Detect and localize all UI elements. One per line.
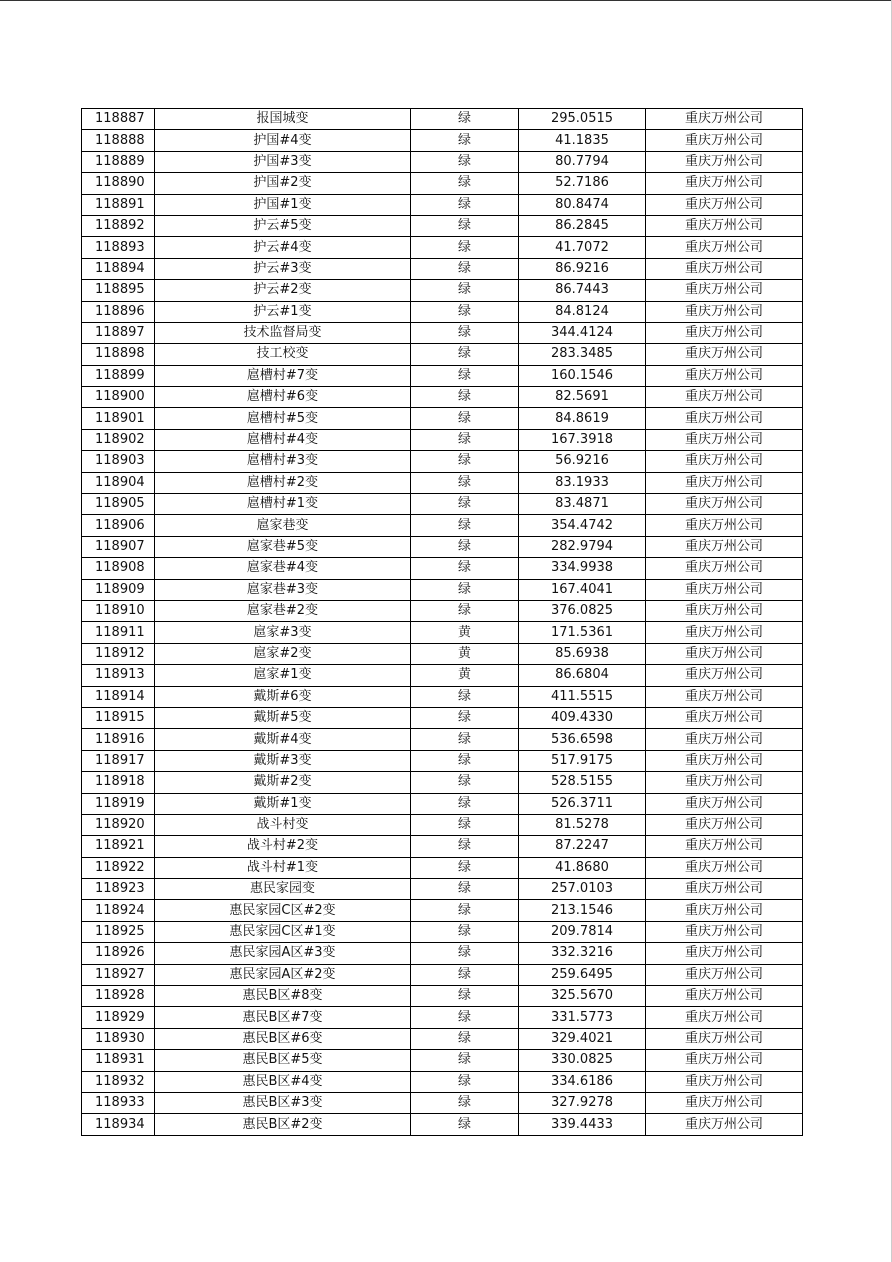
id-cell: 118921 xyxy=(82,836,155,857)
table-row xyxy=(82,408,803,429)
status-cell: 绿 xyxy=(411,322,519,343)
status-cell: 绿 xyxy=(411,429,519,450)
company-cell: 重庆万州公司 xyxy=(646,1114,803,1135)
status-cell: 绿 xyxy=(411,472,519,493)
value-cell: 41.7072 xyxy=(519,237,646,258)
table-row xyxy=(82,579,803,600)
substation-name-cell: 扈槽村#6变 xyxy=(155,387,411,408)
table-row xyxy=(82,772,803,793)
value-cell: 83.4871 xyxy=(519,494,646,515)
company-cell: 重庆万州公司 xyxy=(646,215,803,236)
value-cell: 86.7443 xyxy=(519,280,646,301)
table-row xyxy=(82,1007,803,1028)
company-cell: 重庆万州公司 xyxy=(646,921,803,942)
substation-name-cell: 惠民家园变 xyxy=(155,879,411,900)
substation-name-cell: 技工校变 xyxy=(155,344,411,365)
company-cell: 重庆万州公司 xyxy=(646,344,803,365)
table-row xyxy=(82,665,803,686)
value-cell: 283.3485 xyxy=(519,344,646,365)
id-cell: 118915 xyxy=(82,707,155,728)
id-cell: 118889 xyxy=(82,151,155,172)
id-cell: 118933 xyxy=(82,1092,155,1113)
status-cell: 绿 xyxy=(411,1092,519,1113)
id-cell: 118922 xyxy=(82,857,155,878)
id-cell: 118929 xyxy=(82,1007,155,1028)
value-cell: 344.4124 xyxy=(519,322,646,343)
id-cell: 118926 xyxy=(82,943,155,964)
company-cell: 重庆万州公司 xyxy=(646,194,803,215)
substation-name-cell: 护国#3变 xyxy=(155,151,411,172)
value-cell: 282.9794 xyxy=(519,536,646,557)
table-row xyxy=(82,836,803,857)
table-row xyxy=(82,814,803,835)
company-cell: 重庆万州公司 xyxy=(646,814,803,835)
id-cell: 118887 xyxy=(82,109,155,130)
value-cell: 82.5691 xyxy=(519,387,646,408)
company-cell: 重庆万州公司 xyxy=(646,322,803,343)
id-cell: 118906 xyxy=(82,515,155,536)
status-cell: 绿 xyxy=(411,237,519,258)
status-cell: 绿 xyxy=(411,215,519,236)
id-cell: 118930 xyxy=(82,1028,155,1049)
table-row xyxy=(82,857,803,878)
company-cell: 重庆万州公司 xyxy=(646,494,803,515)
table-row xyxy=(82,1050,803,1071)
company-cell: 重庆万州公司 xyxy=(646,900,803,921)
table-row xyxy=(82,344,803,365)
id-cell: 118931 xyxy=(82,1050,155,1071)
substation-name-cell: 惠民B区#7变 xyxy=(155,1007,411,1028)
company-cell: 重庆万州公司 xyxy=(646,429,803,450)
status-cell: 绿 xyxy=(411,344,519,365)
value-cell: 526.3711 xyxy=(519,793,646,814)
value-cell: 209.7814 xyxy=(519,921,646,942)
id-cell: 118899 xyxy=(82,365,155,386)
status-cell: 绿 xyxy=(411,173,519,194)
status-cell: 绿 xyxy=(411,964,519,985)
value-cell: 86.9216 xyxy=(519,258,646,279)
id-cell: 118925 xyxy=(82,921,155,942)
id-cell: 118934 xyxy=(82,1114,155,1135)
table-row xyxy=(82,494,803,515)
status-cell: 绿 xyxy=(411,857,519,878)
table-row xyxy=(82,1114,803,1135)
status-cell: 绿 xyxy=(411,921,519,942)
company-cell: 重庆万州公司 xyxy=(646,643,803,664)
status-cell: 绿 xyxy=(411,387,519,408)
status-cell: 绿 xyxy=(411,558,519,579)
value-cell: 536.6598 xyxy=(519,729,646,750)
table-row xyxy=(82,387,803,408)
id-cell: 118924 xyxy=(82,900,155,921)
table-row xyxy=(82,793,803,814)
status-cell: 绿 xyxy=(411,836,519,857)
substation-name-cell: 扈家#3变 xyxy=(155,622,411,643)
id-cell: 118909 xyxy=(82,579,155,600)
substation-name-cell: 惠民B区#5变 xyxy=(155,1050,411,1071)
company-cell: 重庆万州公司 xyxy=(646,622,803,643)
substation-name-cell: 扈家#1变 xyxy=(155,665,411,686)
substation-name-cell: 惠民家园C区#1变 xyxy=(155,921,411,942)
table-row xyxy=(82,921,803,942)
table-row xyxy=(82,536,803,557)
table-row xyxy=(82,365,803,386)
company-cell: 重庆万州公司 xyxy=(646,365,803,386)
status-cell: 绿 xyxy=(411,600,519,621)
company-cell: 重庆万州公司 xyxy=(646,301,803,322)
substation-name-cell: 惠民家园A区#2变 xyxy=(155,964,411,985)
value-cell: 41.8680 xyxy=(519,857,646,878)
substation-name-cell: 报国城变 xyxy=(155,109,411,130)
value-cell: 87.2247 xyxy=(519,836,646,857)
company-cell: 重庆万州公司 xyxy=(646,707,803,728)
id-cell: 118919 xyxy=(82,793,155,814)
value-cell: 56.9216 xyxy=(519,451,646,472)
company-cell: 重庆万州公司 xyxy=(646,857,803,878)
status-cell: 绿 xyxy=(411,258,519,279)
company-cell: 重庆万州公司 xyxy=(646,772,803,793)
company-cell: 重庆万州公司 xyxy=(646,536,803,557)
company-cell: 重庆万州公司 xyxy=(646,879,803,900)
substation-name-cell: 扈槽村#1变 xyxy=(155,494,411,515)
substation-name-cell: 战斗村#2变 xyxy=(155,836,411,857)
table-row xyxy=(82,130,803,151)
table-row xyxy=(82,258,803,279)
substation-name-cell: 扈槽村#4变 xyxy=(155,429,411,450)
value-cell: 354.4742 xyxy=(519,515,646,536)
status-cell: 绿 xyxy=(411,1028,519,1049)
substation-name-cell: 戴斯#4变 xyxy=(155,729,411,750)
value-cell: 171.5361 xyxy=(519,622,646,643)
table-row xyxy=(82,322,803,343)
id-cell: 118902 xyxy=(82,429,155,450)
company-cell: 重庆万州公司 xyxy=(646,964,803,985)
substation-name-cell: 扈家巷#3变 xyxy=(155,579,411,600)
table-row xyxy=(82,686,803,707)
id-cell: 118928 xyxy=(82,986,155,1007)
substation-name-cell: 护国#2变 xyxy=(155,173,411,194)
substation-name-cell: 战斗村#1变 xyxy=(155,857,411,878)
status-cell: 绿 xyxy=(411,301,519,322)
substation-name-cell: 扈家#2变 xyxy=(155,643,411,664)
status-cell: 黄 xyxy=(411,643,519,664)
value-cell: 295.0515 xyxy=(519,109,646,130)
status-cell: 绿 xyxy=(411,793,519,814)
status-cell: 绿 xyxy=(411,1114,519,1135)
id-cell: 118901 xyxy=(82,408,155,429)
table-row xyxy=(82,429,803,450)
status-cell: 绿 xyxy=(411,536,519,557)
table-row xyxy=(82,451,803,472)
table-row xyxy=(82,215,803,236)
status-cell: 绿 xyxy=(411,1071,519,1092)
table-row xyxy=(82,515,803,536)
value-cell: 528.5155 xyxy=(519,772,646,793)
id-cell: 118888 xyxy=(82,130,155,151)
status-cell: 绿 xyxy=(411,729,519,750)
id-cell: 118895 xyxy=(82,280,155,301)
value-cell: 332.3216 xyxy=(519,943,646,964)
id-cell: 118894 xyxy=(82,258,155,279)
company-cell: 重庆万州公司 xyxy=(646,173,803,194)
status-cell: 绿 xyxy=(411,494,519,515)
status-cell: 绿 xyxy=(411,579,519,600)
substation-table xyxy=(81,108,803,1136)
company-cell: 重庆万州公司 xyxy=(646,237,803,258)
table-row xyxy=(82,943,803,964)
table-row xyxy=(82,964,803,985)
company-cell: 重庆万州公司 xyxy=(646,109,803,130)
id-cell: 118927 xyxy=(82,964,155,985)
table-row xyxy=(82,237,803,258)
value-cell: 339.4433 xyxy=(519,1114,646,1135)
substation-name-cell: 惠民B区#4变 xyxy=(155,1071,411,1092)
id-cell: 118890 xyxy=(82,173,155,194)
company-cell: 重庆万州公司 xyxy=(646,408,803,429)
substation-name-cell: 扈家巷#2变 xyxy=(155,600,411,621)
status-cell: 绿 xyxy=(411,750,519,771)
company-cell: 重庆万州公司 xyxy=(646,472,803,493)
status-cell: 绿 xyxy=(411,109,519,130)
substation-name-cell: 戴斯#6变 xyxy=(155,686,411,707)
value-cell: 41.1835 xyxy=(519,130,646,151)
id-cell: 118916 xyxy=(82,729,155,750)
company-cell: 重庆万州公司 xyxy=(646,387,803,408)
status-cell: 绿 xyxy=(411,879,519,900)
table-row xyxy=(82,707,803,728)
substation-name-cell: 惠民家园C区#2变 xyxy=(155,900,411,921)
status-cell: 绿 xyxy=(411,686,519,707)
table-row xyxy=(82,986,803,1007)
company-cell: 重庆万州公司 xyxy=(646,515,803,536)
substation-name-cell: 扈家巷变 xyxy=(155,515,411,536)
table-row xyxy=(82,900,803,921)
company-cell: 重庆万州公司 xyxy=(646,836,803,857)
status-cell: 黄 xyxy=(411,665,519,686)
company-cell: 重庆万州公司 xyxy=(646,1071,803,1092)
substation-name-cell: 惠民B区#3变 xyxy=(155,1092,411,1113)
company-cell: 重庆万州公司 xyxy=(646,280,803,301)
company-cell: 重庆万州公司 xyxy=(646,1028,803,1049)
substation-name-cell: 护云#1变 xyxy=(155,301,411,322)
substation-name-cell: 惠民家园A区#3变 xyxy=(155,943,411,964)
status-cell: 绿 xyxy=(411,943,519,964)
id-cell: 118908 xyxy=(82,558,155,579)
substation-name-cell: 扈家巷#4变 xyxy=(155,558,411,579)
table-row xyxy=(82,750,803,771)
table-row xyxy=(82,173,803,194)
status-cell: 绿 xyxy=(411,408,519,429)
company-cell: 重庆万州公司 xyxy=(646,258,803,279)
table-body xyxy=(82,109,803,1136)
value-cell: 331.5773 xyxy=(519,1007,646,1028)
substation-name-cell: 扈槽村#5变 xyxy=(155,408,411,429)
substation-name-cell: 扈槽村#7变 xyxy=(155,365,411,386)
value-cell: 167.3918 xyxy=(519,429,646,450)
table-row xyxy=(82,109,803,130)
company-cell: 重庆万州公司 xyxy=(646,1007,803,1028)
id-cell: 118907 xyxy=(82,536,155,557)
table-row xyxy=(82,643,803,664)
status-cell: 绿 xyxy=(411,280,519,301)
substation-name-cell: 扈家巷#5变 xyxy=(155,536,411,557)
company-cell: 重庆万州公司 xyxy=(646,750,803,771)
table-row xyxy=(82,622,803,643)
substation-name-cell: 战斗村变 xyxy=(155,814,411,835)
company-cell: 重庆万州公司 xyxy=(646,558,803,579)
substation-name-cell: 护云#2变 xyxy=(155,280,411,301)
value-cell: 84.8619 xyxy=(519,408,646,429)
status-cell: 绿 xyxy=(411,451,519,472)
status-cell: 绿 xyxy=(411,707,519,728)
value-cell: 327.9278 xyxy=(519,1092,646,1113)
table-row xyxy=(82,194,803,215)
table-row xyxy=(82,600,803,621)
value-cell: 325.5670 xyxy=(519,986,646,1007)
value-cell: 329.4021 xyxy=(519,1028,646,1049)
table-row xyxy=(82,301,803,322)
company-cell: 重庆万州公司 xyxy=(646,451,803,472)
id-cell: 118917 xyxy=(82,750,155,771)
id-cell: 118910 xyxy=(82,600,155,621)
company-cell: 重庆万州公司 xyxy=(646,1092,803,1113)
value-cell: 84.8124 xyxy=(519,301,646,322)
id-cell: 118904 xyxy=(82,472,155,493)
status-cell: 绿 xyxy=(411,1007,519,1028)
id-cell: 118892 xyxy=(82,215,155,236)
status-cell: 绿 xyxy=(411,130,519,151)
id-cell: 118891 xyxy=(82,194,155,215)
table-row xyxy=(82,280,803,301)
value-cell: 80.8474 xyxy=(519,194,646,215)
table-row xyxy=(82,1071,803,1092)
company-cell: 重庆万州公司 xyxy=(646,151,803,172)
id-cell: 118898 xyxy=(82,344,155,365)
id-cell: 118897 xyxy=(82,322,155,343)
company-cell: 重庆万州公司 xyxy=(646,729,803,750)
status-cell: 绿 xyxy=(411,515,519,536)
status-cell: 绿 xyxy=(411,986,519,1007)
substation-name-cell: 惠民B区#2变 xyxy=(155,1114,411,1135)
id-cell: 118893 xyxy=(82,237,155,258)
substation-name-cell: 惠民B区#8变 xyxy=(155,986,411,1007)
substation-name-cell: 扈槽村#2变 xyxy=(155,472,411,493)
company-cell: 重庆万州公司 xyxy=(646,579,803,600)
id-cell: 118923 xyxy=(82,879,155,900)
id-cell: 118918 xyxy=(82,772,155,793)
status-cell: 绿 xyxy=(411,772,519,793)
company-cell: 重庆万州公司 xyxy=(646,986,803,1007)
company-cell: 重庆万州公司 xyxy=(646,793,803,814)
value-cell: 409.4330 xyxy=(519,707,646,728)
status-cell: 黄 xyxy=(411,622,519,643)
value-cell: 52.7186 xyxy=(519,173,646,194)
value-cell: 167.4041 xyxy=(519,579,646,600)
id-cell: 118913 xyxy=(82,665,155,686)
page-top-border xyxy=(0,0,892,1)
status-cell: 绿 xyxy=(411,365,519,386)
id-cell: 118912 xyxy=(82,643,155,664)
value-cell: 334.6186 xyxy=(519,1071,646,1092)
value-cell: 86.2845 xyxy=(519,215,646,236)
substation-name-cell: 戴斯#2变 xyxy=(155,772,411,793)
value-cell: 160.1546 xyxy=(519,365,646,386)
company-cell: 重庆万州公司 xyxy=(646,1050,803,1071)
id-cell: 118900 xyxy=(82,387,155,408)
company-cell: 重庆万州公司 xyxy=(646,600,803,621)
substation-name-cell: 护云#5变 xyxy=(155,215,411,236)
status-cell: 绿 xyxy=(411,900,519,921)
value-cell: 330.0825 xyxy=(519,1050,646,1071)
id-cell: 118920 xyxy=(82,814,155,835)
table-row xyxy=(82,558,803,579)
table-row xyxy=(82,879,803,900)
value-cell: 257.0103 xyxy=(519,879,646,900)
substation-name-cell: 护国#1变 xyxy=(155,194,411,215)
status-cell: 绿 xyxy=(411,194,519,215)
value-cell: 376.0825 xyxy=(519,600,646,621)
company-cell: 重庆万州公司 xyxy=(646,943,803,964)
value-cell: 259.6495 xyxy=(519,964,646,985)
id-cell: 118932 xyxy=(82,1071,155,1092)
substation-name-cell: 护云#4变 xyxy=(155,237,411,258)
table-row xyxy=(82,1028,803,1049)
id-cell: 118905 xyxy=(82,494,155,515)
status-cell: 绿 xyxy=(411,151,519,172)
status-cell: 绿 xyxy=(411,1050,519,1071)
id-cell: 118911 xyxy=(82,622,155,643)
substation-name-cell: 扈槽村#3变 xyxy=(155,451,411,472)
value-cell: 85.6938 xyxy=(519,643,646,664)
company-cell: 重庆万州公司 xyxy=(646,130,803,151)
company-cell: 重庆万州公司 xyxy=(646,686,803,707)
value-cell: 334.9938 xyxy=(519,558,646,579)
id-cell: 118903 xyxy=(82,451,155,472)
id-cell: 118914 xyxy=(82,686,155,707)
value-cell: 213.1546 xyxy=(519,900,646,921)
id-cell: 118896 xyxy=(82,301,155,322)
substation-name-cell: 惠民B区#6变 xyxy=(155,1028,411,1049)
substation-name-cell: 戴斯#1变 xyxy=(155,793,411,814)
status-cell: 绿 xyxy=(411,814,519,835)
substation-name-cell: 护国#4变 xyxy=(155,130,411,151)
value-cell: 517.9175 xyxy=(519,750,646,771)
table-row xyxy=(82,151,803,172)
table-row xyxy=(82,729,803,750)
value-cell: 86.6804 xyxy=(519,665,646,686)
value-cell: 83.1933 xyxy=(519,472,646,493)
value-cell: 81.5278 xyxy=(519,814,646,835)
value-cell: 80.7794 xyxy=(519,151,646,172)
table-row xyxy=(82,1092,803,1113)
substation-name-cell: 戴斯#5变 xyxy=(155,707,411,728)
table-row xyxy=(82,472,803,493)
company-cell: 重庆万州公司 xyxy=(646,665,803,686)
substation-name-cell: 技术监督局变 xyxy=(155,322,411,343)
substation-name-cell: 戴斯#3变 xyxy=(155,750,411,771)
substation-name-cell: 护云#3变 xyxy=(155,258,411,279)
value-cell: 411.5515 xyxy=(519,686,646,707)
